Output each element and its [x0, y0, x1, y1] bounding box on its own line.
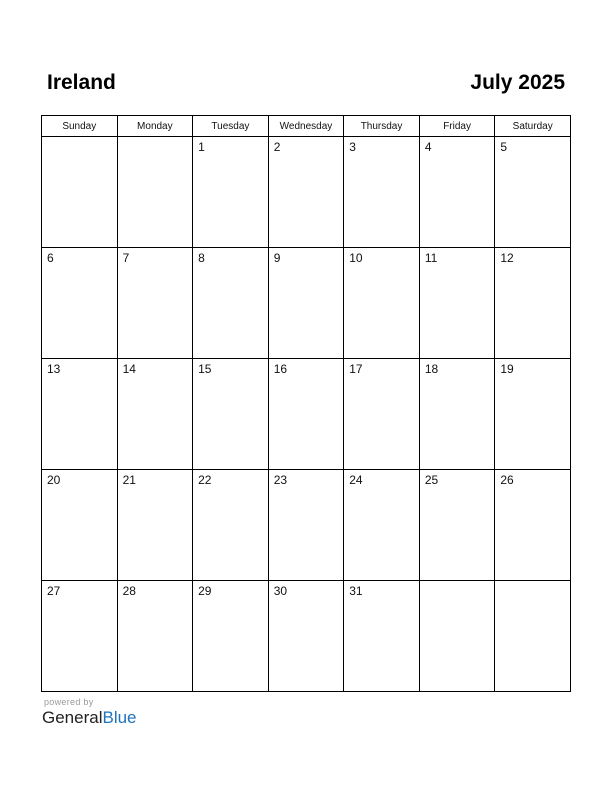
day-cell	[419, 359, 495, 470]
day-number: 3	[349, 140, 356, 154]
day-cell	[193, 359, 269, 470]
day-cell	[117, 137, 193, 248]
day-number	[118, 137, 193, 140]
weekday-header-row	[42, 116, 571, 137]
day-cell	[117, 359, 193, 470]
day-number: 30	[273, 584, 288, 598]
day-number: 31	[349, 584, 363, 598]
day-number: 26	[500, 473, 514, 487]
day-cell	[495, 137, 571, 248]
day-number: 28	[122, 584, 136, 598]
week-row-1	[42, 137, 571, 248]
day-number	[420, 581, 495, 584]
day-cell	[42, 581, 118, 692]
day-number: 11	[424, 251, 438, 265]
day-number: 12	[500, 251, 514, 265]
day-cell	[117, 470, 193, 581]
brand-blue-text: Blue	[102, 708, 137, 727]
day-cell	[344, 248, 420, 359]
day-cell	[495, 359, 571, 470]
calendar-grid	[41, 115, 571, 692]
day-cell	[193, 137, 269, 248]
day-number: 20	[47, 473, 61, 487]
day-number: 15	[198, 362, 212, 376]
day-cell	[419, 137, 495, 248]
day-number: 24	[349, 473, 363, 487]
weekday-tuesday: Tuesday	[193, 116, 269, 137]
day-number: 22	[198, 473, 212, 487]
day-cell	[268, 248, 344, 359]
day-cell	[42, 137, 118, 248]
day-number: 8	[198, 251, 205, 265]
day-number: 2	[273, 140, 281, 154]
week-row-3	[42, 359, 571, 470]
day-cell	[495, 470, 571, 581]
day-cell	[193, 248, 269, 359]
page-title-country: Ireland	[47, 71, 116, 94]
day-number: 29	[198, 584, 212, 598]
powered-by-label: powered by	[44, 697, 94, 707]
day-number: 14	[122, 362, 136, 376]
day-number: 16	[273, 362, 288, 376]
day-cell	[117, 581, 193, 692]
day-number: 9	[273, 251, 281, 265]
week-row-5	[42, 581, 571, 692]
page-title-month: July 2025	[470, 71, 565, 94]
day-number: 5	[500, 140, 508, 154]
day-number: 27	[47, 584, 61, 598]
day-number: 6	[47, 251, 54, 265]
day-cell	[42, 248, 118, 359]
day-number: 4	[424, 140, 432, 154]
day-cell	[193, 470, 269, 581]
day-number: 19	[500, 362, 514, 376]
day-number: 13	[47, 362, 61, 376]
day-cell	[344, 359, 420, 470]
day-number	[495, 581, 570, 584]
weekday-sunday: Sunday	[42, 116, 118, 137]
day-cell	[268, 359, 344, 470]
day-cell	[42, 470, 118, 581]
day-number: 17	[349, 362, 363, 376]
day-number: 23	[273, 473, 288, 487]
day-number: 21	[122, 473, 136, 487]
day-cell	[419, 248, 495, 359]
day-number: 7	[122, 251, 130, 265]
day-cell	[268, 137, 344, 248]
weekday-saturday: Saturday	[495, 116, 571, 137]
day-cell	[344, 137, 420, 248]
day-cell	[42, 359, 118, 470]
day-number	[42, 137, 117, 140]
day-cell	[419, 470, 495, 581]
day-number: 25	[424, 473, 439, 487]
weekday-monday: Monday	[117, 116, 193, 137]
day-cell	[419, 581, 495, 692]
day-cell	[344, 581, 420, 692]
brand-general-text: General	[42, 708, 103, 727]
generalblue-logo[interactable]	[42, 708, 137, 728]
week-row-2	[42, 248, 571, 359]
day-cell	[117, 248, 193, 359]
day-cell	[495, 581, 571, 692]
day-cell	[268, 470, 344, 581]
day-cell	[268, 581, 344, 692]
day-cell	[495, 248, 571, 359]
week-row-4	[42, 470, 571, 581]
weekday-thursday: Thursday	[344, 116, 420, 137]
day-number: 18	[424, 362, 439, 376]
weekday-wednesday: Wednesday	[268, 116, 344, 137]
weekday-friday: Friday	[419, 116, 495, 137]
day-cell	[193, 581, 269, 692]
day-number: 1	[198, 140, 205, 154]
day-cell	[344, 470, 420, 581]
day-number: 10	[349, 251, 363, 265]
